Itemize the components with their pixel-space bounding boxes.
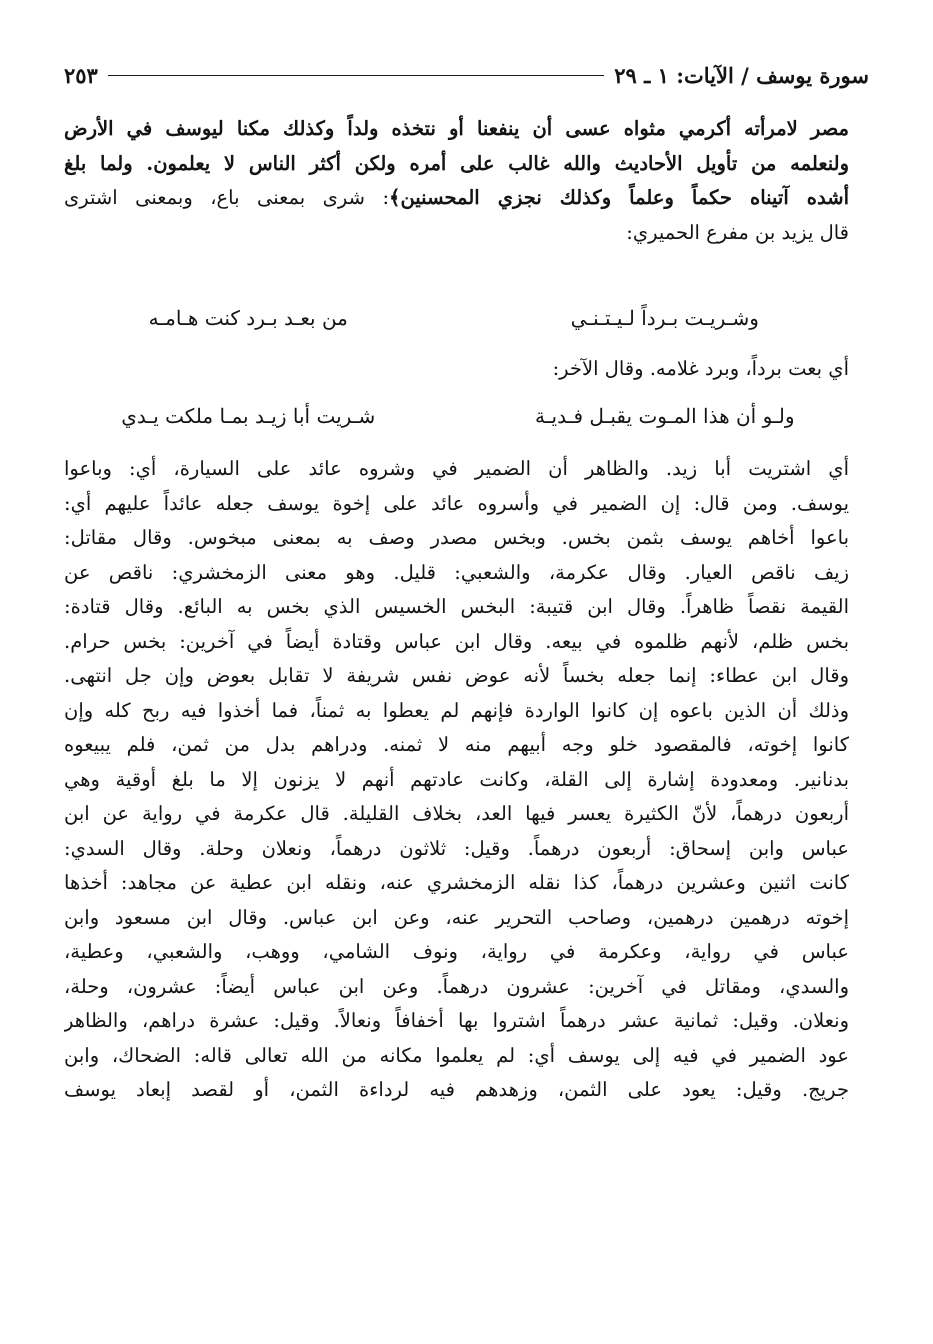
- poetry-verse: [64, 394, 849, 438]
- text-line: مصر لامرأته أكرمي مثواه عسى أن ينفعنا أو نتخذه ولداً وكذلك مكنا ليوسف في الأرض: [64, 117, 849, 140]
- text-line: بدنانير. ومعدودة إشارة إلى القلة، وكانت عادتهم أنهم لا يزنون إلا ما بلغ أوقية وهي: [64, 767, 849, 791]
- text-line: أي اشتريت أبا زيد. والظاهر أن الضمير في وشروه عائد على السيارة، أي: وباعوا: [64, 457, 849, 480]
- intro-paragraph: [64, 112, 849, 250]
- running-header: [64, 58, 869, 92]
- text-line: عباس في رواية، وعكرمة في رواية، ونوف الشامي، ووهب، والشعبي، وعطية،: [64, 940, 849, 963]
- verse-second-hemistich: شـريت أبا زيـد بمـا ملكت يـدي: [121, 404, 376, 428]
- text-line: باعوا أخاهم يوسف بثمن بخس. وبخس مصدر وصف به بمعنى مبخوس. وقال مقاتل:: [64, 526, 849, 549]
- text-line: عود الضمير في فيه إلى يوسف أي: لم يعلموا مكانه من الله تعالى قاله: الضحاك، وابن: [64, 1043, 849, 1067]
- text-line: القيمة نقصاً ظاهراً. وقال ابن قتيبة: البخس الخسيس الذي بخس به البائع. وقال قتادة:: [64, 595, 849, 618]
- poetry-verse: [64, 296, 849, 340]
- text-line: وقال ابن عطاء: إنما جعله بخساً لأنه عوض نفس شريفة لا تقابل بعوض وإن جل انتهى.: [64, 664, 849, 687]
- text-line: جريج. وقيل: يعود على الثمن، وزهدهم فيه لرداءة الثمن، أو لقصد إبعاد يوسف: [64, 1078, 849, 1101]
- text-line: يوسف. ومن قال: إن الضمير في وأسروه عائد على إخوة يوسف جعله عائداً عليهم أي:: [64, 491, 849, 515]
- text-line: عباس وابن إسحاق: أربعون درهماً. وقيل: ثلاثون درهماً، ونعلان وحلة. وقال السدي:: [64, 836, 849, 860]
- text-line: والسدي، ومقاتل في آخرين: عشرون درهماً. وعن ابن عباس أيضاً: عشرون، وحلة،: [64, 974, 849, 998]
- text-line: ونعلان. وقيل: ثمانية عشر درهماً اشتروا بها أخفافاً ونعالاً. وقيل: عشرة دراهم، والظاهر: [64, 1009, 849, 1032]
- verse-first-hemistich: ولـو أن هذا المـوت يقبـل فـديـة: [534, 404, 795, 428]
- verse-second-hemistich: من بعـد بـرد كنت هـامـه: [148, 306, 348, 330]
- text-line: بخس ظلم، لأنهم ظلموه في بيعه. وقال ابن عباس وقتادة أيضاً في آخرين: بخس حرام.: [64, 629, 849, 653]
- text-line: ولنعلمه من تأويل الأحاديث والله غالب على أمره ولكن أكثر الناس لا يعلمون. ولما بلغ: [64, 151, 849, 175]
- page-number: ٢٥٣: [64, 62, 98, 88]
- commentary-paragraph: [64, 452, 849, 1108]
- text-line: زيف ناقص العيار. وقال عكرمة، والشعبي: قليل. وهو معنى الزمخشري: ناقص عن: [64, 560, 849, 584]
- text-line: [64, 181, 849, 216]
- text-line: أربعون درهماً، لأنّ الكثيرة يعسر فيها العد، بخلاف القليلة. قال عكرمة في رواية عن ابن: [64, 802, 849, 825]
- quran-excerpt: أشده آتيناه حكماً وعلماً وكذلك نجزي المحسنين﴾: [389, 186, 849, 209]
- text-line: إخوته درهمين درهمين، وصاحب التحرير عنه، وعن ابن عباس. وقال ابن مسعود وابن: [64, 905, 849, 929]
- text-line: كانوا إخوته، فالمقصود خلو وجه أبيهم منه لا ثمنه. ودراهم بدل من ثمن، فلم يبيعوه: [64, 733, 849, 756]
- commentary-text: : شرى بمعنى باع، وبمعنى اشترى: [64, 186, 390, 209]
- surah-title: سورة يوسف / الآيات: ١ ـ ٢٩: [614, 62, 869, 88]
- verse-first-hemistich: وشـريـت بـرداً لـيـتـنـي: [570, 306, 759, 330]
- header-rule: [108, 75, 604, 76]
- text-line: وذلك أن الذين باعوه إن كانوا الواردة فإنهم لم يعطوا به ثمناً، فما أخذوا فيه ربح كله وإن: [64, 698, 849, 722]
- text-line: كانت اثنين وعشرين درهماً، كذا نقله الزمخشري عنه، ونقله ابن عطية عن مجاهد: أخذها: [64, 871, 849, 894]
- text-line: أي بعت برداً، وبرد غلامه. وقال الآخر:: [552, 357, 849, 380]
- text-line: قال يزيد بن مفرع الحميري:: [626, 220, 849, 244]
